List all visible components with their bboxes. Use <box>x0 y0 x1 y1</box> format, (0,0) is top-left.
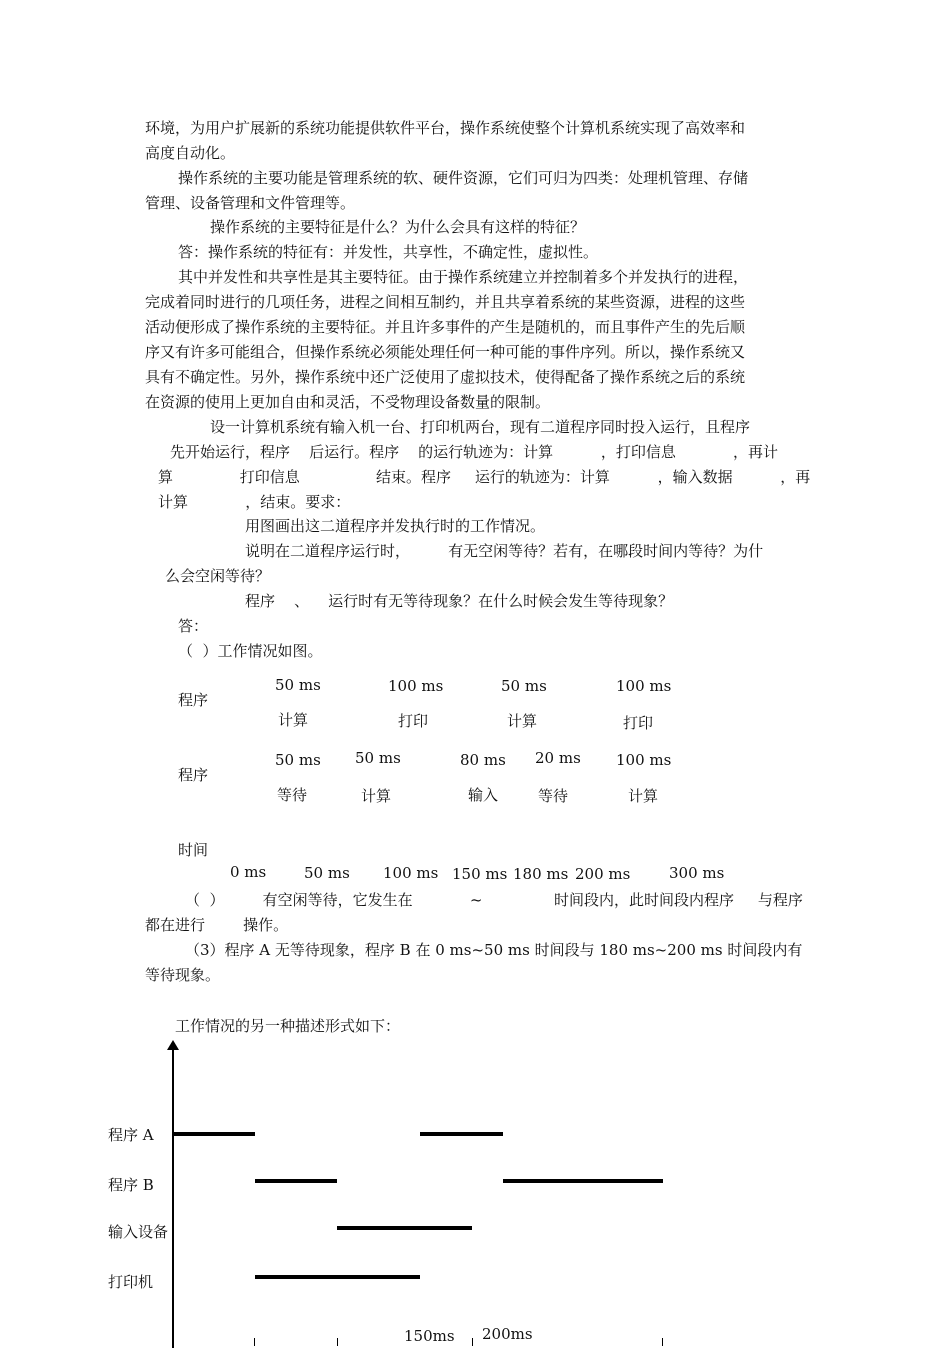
row-b-time: 100 ms <box>616 751 672 769</box>
text-line: 其中并发性和共享性是其主要特征。由于操作系统建立并控制着多个并发执行的进程， <box>178 268 749 286</box>
text-line: 高度自动化。 <box>145 144 236 162</box>
x-tick <box>472 1338 473 1346</box>
gantt-bar <box>255 1179 337 1183</box>
gantt-bar <box>173 1132 255 1136</box>
row-a-time: 100 ms <box>616 677 672 695</box>
text-line: 环境，为用户扩展新的系统功能提供软件平台，操作系统使整个计算机系统实现了高效率和 <box>145 119 746 137</box>
answer-line: 答：操作系统的特征有：并发性，共享性，不确定性，虚拟性。 <box>178 243 599 261</box>
question-line: 算 打印信息 结束。程序 运行的轨迹为：计算 ，输入数据 ，再 <box>158 468 811 486</box>
text-line: 完成着同时进行的几项任务，进程之间相互制约，并且共享着系统的某些资源，进程的这些 <box>145 293 746 311</box>
gantt-bar <box>420 1132 503 1136</box>
text-line: 活动便形成了操作系统的主要特征。并且许多事件的产生是随机的，而且事件产生的先后顺 <box>145 318 746 336</box>
text-line: 操作系统的主要功能是管理系统的软、硬件资源，它们可归为四类：处理机管理、存储 <box>178 169 749 187</box>
question-item: 么会空闲等待？ <box>165 567 271 585</box>
text-line: 具有不确定性。另外，操作系统中还广泛使用了虚拟技术，使得配备了操作系统之后的系统 <box>145 368 746 386</box>
gantt-row-label: 打印机 <box>108 1273 154 1291</box>
row-b-time: 50 ms <box>355 749 401 767</box>
time-mark: 50 ms <box>304 864 350 882</box>
time-mark: 150 ms <box>452 865 508 883</box>
gantt-caption: 工作情况的另一种描述形式如下： <box>175 1017 401 1035</box>
time-axis-label: 时间 <box>178 841 209 859</box>
x-mark-label: 150ms <box>404 1327 455 1345</box>
answer-item: （ ）工作情况如图。 <box>178 642 323 660</box>
row-a-time: 50 ms <box>275 676 321 694</box>
gantt-bar <box>503 1179 663 1183</box>
gantt-row-label: 程序 B <box>108 1176 154 1194</box>
answer-label: 答： <box>178 617 209 635</box>
row-b-op: 计算 <box>361 787 392 805</box>
time-mark: 300 ms <box>669 864 725 882</box>
answer-item: 等待现象。 <box>145 966 221 984</box>
question-item: 用图画出这二道程序并发执行时的工作情况。 <box>245 517 546 535</box>
gantt-row-label: 输入设备 <box>108 1223 169 1241</box>
answer-item: 都在进行 操作。 <box>145 916 289 934</box>
row-b-op: 输入 <box>468 786 499 804</box>
gantt-bar <box>337 1275 420 1279</box>
row-a-op: 打印 <box>623 714 654 732</box>
answer-item: （ ） 有空闲等待，它发生在 ~ 时间段内，此时间段内程序 与程序 <box>185 891 803 909</box>
question-line: 操作系统的主要特征是什么？为什么会具有这样的特征？ <box>210 218 586 236</box>
text-line: 在资源的使用上更加自由和灵活，不受物理设备数量的限制。 <box>145 393 551 411</box>
y-axis <box>172 1048 174 1348</box>
row-a-time: 100 ms <box>388 677 444 695</box>
question-item: 说明在二道程序运行时， 有无空闲等待？若有，在哪段时间内等待？为什 <box>245 542 764 560</box>
time-mark: 180 ms <box>513 865 569 883</box>
gantt-row-label: 程序 A <box>108 1126 154 1144</box>
answer-item: （3）程序 A 无等待现象，程序 B 在 0 ms~50 ms 时间段与 180 ms~200 ms 时间段内有 <box>185 941 803 959</box>
question-line: 设一计算机系统有输入机一台、打印机两台，现有二道程序同时投入运行，且程序 <box>210 418 751 436</box>
gantt-bar <box>255 1275 337 1279</box>
x-tick <box>337 1338 338 1346</box>
row-b-label: 程序 <box>178 766 209 784</box>
x-tick <box>662 1338 663 1346</box>
row-b-op: 计算 <box>628 787 659 805</box>
time-mark: 200 ms <box>575 865 631 883</box>
row-a-time: 50 ms <box>501 677 547 695</box>
x-tick <box>254 1338 255 1346</box>
time-mark: 0 ms <box>230 863 267 881</box>
question-line: 计算 ，结束。要求： <box>158 493 351 511</box>
gantt-bar <box>337 1226 472 1230</box>
text-line: 序又有许多可能组合，但操作系统必须能处理任何一种可能的事件序列。所以，操作系统又 <box>145 343 746 361</box>
row-a-label: 程序 <box>178 691 209 709</box>
row-a-op: 计算 <box>507 712 538 730</box>
time-mark: 100 ms <box>383 864 439 882</box>
row-b-time: 50 ms <box>275 751 321 769</box>
row-b-op: 等待 <box>538 787 569 805</box>
row-a-op: 计算 <box>278 711 309 729</box>
row-b-time: 80 ms <box>460 751 506 769</box>
question-line: 先开始运行，程序 后运行。程序 的运行轨迹为：计算 ，打印信息 ，再计 <box>170 443 779 461</box>
row-b-time: 20 ms <box>535 749 581 767</box>
row-b-op: 等待 <box>277 786 308 804</box>
question-item: 程序 、 运行时有无等待现象？在什么时候会发生等待现象？ <box>245 592 674 610</box>
x-mark-label: 200ms <box>482 1325 533 1343</box>
text-line: 管理、设备管理和文件管理等。 <box>145 194 356 212</box>
row-a-op: 打印 <box>398 712 429 730</box>
